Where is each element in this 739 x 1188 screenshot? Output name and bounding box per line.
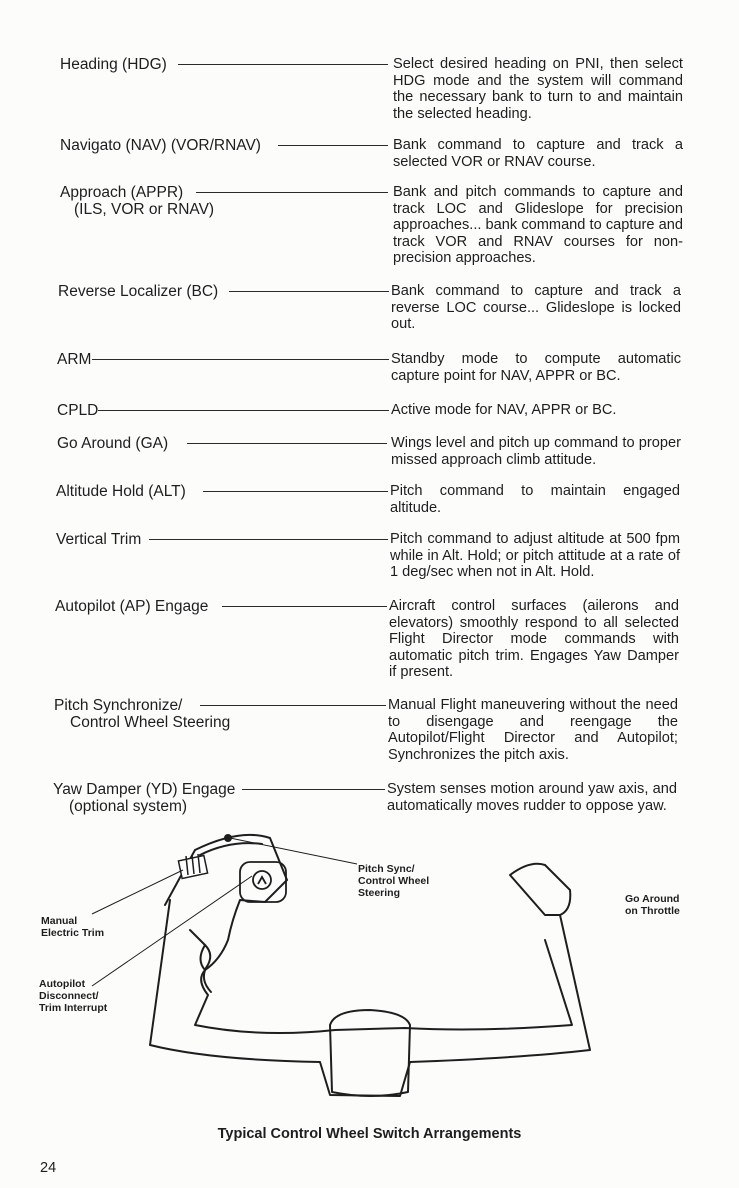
leader-line bbox=[200, 705, 386, 706]
callout-manual-trim: Manual Electric Trim bbox=[41, 915, 105, 939]
leader-line bbox=[278, 145, 388, 146]
yoke-frame bbox=[150, 900, 590, 1096]
leader-line bbox=[196, 192, 388, 193]
term: Autopilot (AP) Engage bbox=[55, 598, 209, 615]
trim-switch bbox=[178, 854, 207, 879]
callout-ap-disconnect: Autopilot Disconnect/ Trim Interrupt bbox=[39, 978, 108, 1014]
term-main: Yaw Damper (YD) Engage bbox=[53, 781, 236, 798]
leader-line bbox=[242, 789, 385, 790]
description: System senses motion around yaw axis, and automatically moves rudder to oppose yaw. bbox=[387, 781, 677, 814]
term: Vertical Trim bbox=[56, 531, 142, 548]
description: Wings level and pitch up command to proper missed approach climb attitude. bbox=[391, 435, 681, 468]
leader-line bbox=[149, 539, 388, 540]
term-sub: (ILS, VOR or RNAV) bbox=[74, 201, 215, 218]
ap-disconnect-trigger bbox=[240, 862, 286, 902]
leader-line bbox=[178, 64, 388, 65]
description: Bank and pitch commands to capture and track LOC and Glideslope for precision approaches... bank command to capture and track VOR and RNAV courses for non-precision approaches. bbox=[393, 184, 683, 267]
description: Standby mode to compute automatic capture point for NAV, APPR or BC. bbox=[391, 351, 681, 384]
description: Aircraft control surfaces (ailerons and elevators) smoothly respond to all selected Flight Director mode commands with automatic pitch trim. Engages Yaw Damper if present. bbox=[389, 598, 679, 681]
description: Bank command to capture and track a selected VOR or RNAV course. bbox=[393, 137, 683, 170]
description: Manual Flight maneuvering without the need to disengage and reengage the Autopilot/Flight Director and Autopilot; Synchronizes the pitch axis. bbox=[388, 697, 678, 763]
term: ARM bbox=[57, 351, 92, 368]
term: Go Around (GA) bbox=[57, 435, 169, 452]
leader-line bbox=[222, 606, 387, 607]
control-wheel-diagram bbox=[0, 820, 739, 1120]
leader-line bbox=[229, 291, 389, 292]
center-column bbox=[330, 1010, 410, 1096]
description: Select desired heading on PNI, then select HDG mode and the system will command the necessary bank to turn to and maintain the selected heading. bbox=[393, 56, 683, 122]
term-main: Approach (APPR) bbox=[60, 184, 184, 201]
term-sub: Control Wheel Steering bbox=[70, 714, 231, 731]
leader-line bbox=[98, 410, 389, 411]
callout-pitch-sync: Pitch Sync/ Control Wheel Steering bbox=[358, 863, 430, 899]
callout-go-around: Go Around on Throttle bbox=[625, 893, 680, 917]
leader-line bbox=[203, 491, 388, 492]
left-horn-inner bbox=[200, 843, 262, 855]
figure-caption: Typical Control Wheel Switch Arrangements bbox=[217, 1126, 522, 1142]
description: Pitch command to maintain engaged altitude. bbox=[390, 483, 680, 516]
description: Pitch command to adjust altitude at 500 fpm while in Alt. Hold; or pitch attitude at a rate of 1 deg/sec when not in Alt. Hold. bbox=[390, 531, 680, 581]
leader-line bbox=[92, 359, 389, 360]
term: CPLD bbox=[57, 402, 99, 419]
page-number: 24 bbox=[40, 1160, 57, 1176]
term bbox=[53, 781, 235, 815]
yoke-inner bbox=[190, 930, 572, 1033]
right-horn bbox=[510, 864, 570, 915]
leader-line bbox=[187, 443, 387, 444]
description: Bank command to capture and track a reverse LOC course... Glideslope is locked out. bbox=[391, 283, 681, 333]
term: Navigato (NAV) (VOR/RNAV) bbox=[60, 137, 261, 154]
term-sub: (optional system) bbox=[69, 798, 188, 815]
term bbox=[54, 697, 230, 731]
term: Heading (HDG) bbox=[60, 56, 167, 73]
term-main: Pitch Synchronize/ bbox=[54, 697, 183, 714]
description: Active mode for NAV, APPR or BC. bbox=[391, 402, 617, 418]
term: Altitude Hold (ALT) bbox=[56, 483, 186, 500]
leader-pitch-sync bbox=[230, 838, 357, 864]
term: Reverse Localizer (BC) bbox=[58, 283, 219, 300]
term bbox=[60, 184, 214, 218]
